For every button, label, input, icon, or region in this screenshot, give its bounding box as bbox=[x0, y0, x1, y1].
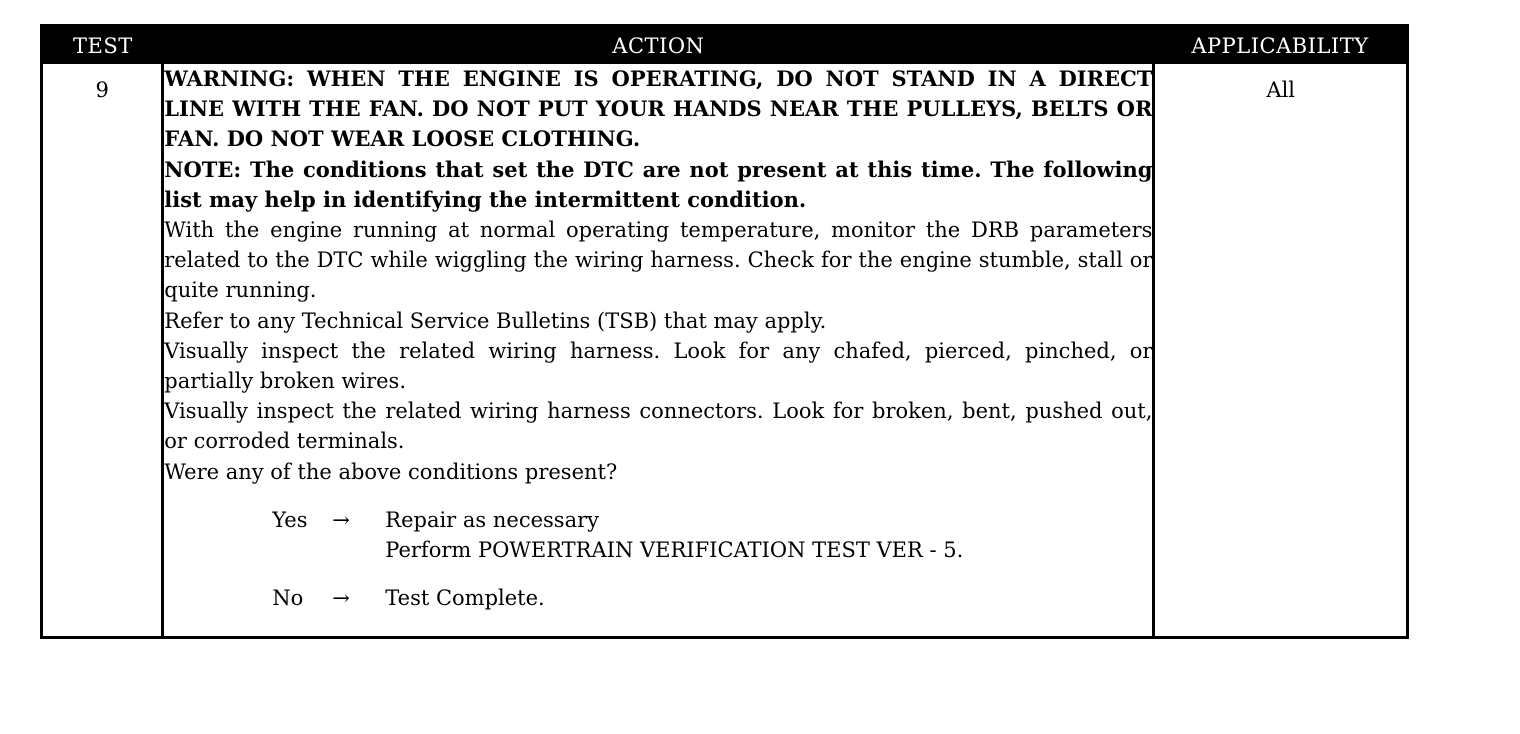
question-text: Were any of the above conditions present? bbox=[164, 459, 618, 484]
test-cell bbox=[42, 64, 163, 638]
outcome-yes-label: Yes bbox=[272, 507, 308, 532]
applicability-value: All bbox=[1266, 78, 1296, 102]
instruction-monitor: With the engine running at normal operating temperature, monitor the DRB parameters related to the DTC while wiggling the wiring harness. Check for the engine stumble, stall or quite running. bbox=[164, 218, 1153, 303]
instruction-inspect-connectors: Visually inspect the related wiring harness connectors. Look for broken, bent, pushed out, or corroded terminals. bbox=[164, 399, 1153, 454]
outcome-no-label: No bbox=[272, 586, 304, 611]
outcome-yes bbox=[272, 505, 1152, 565]
note-text: NOTE: The conditions that set the DTC are not present at this time. The following list may help in identifying the intermittent condition. bbox=[164, 156, 1153, 212]
outcomes bbox=[164, 505, 1152, 614]
outcome-no-text bbox=[385, 583, 544, 613]
outcome-no bbox=[272, 583, 1152, 613]
warning-text: WARNING: WHEN THE ENGINE IS OPERATING, DO NOT STAND IN A DIRECT LINE WITH THE FAN. DO NOT PUT YOUR HANDS NEAR THE PULLEYS, BELTS OR FAN. DO NOT WEAR LOOSE CLOTHING. bbox=[164, 66, 1153, 152]
outcome-yes-line-repair: Repair as necessary bbox=[385, 507, 599, 532]
test-number: 9 bbox=[95, 78, 109, 102]
arrow-right-icon: → bbox=[332, 586, 350, 611]
instruction-inspect-harness: Visually inspect the related wiring harness. Look for any chafed, pierced, pinched, or partially broken wires. bbox=[164, 338, 1153, 394]
action-cell bbox=[163, 64, 1154, 638]
diagnostic-test-table bbox=[40, 24, 1409, 639]
applicability-cell bbox=[1154, 64, 1408, 638]
header-action: ACTION bbox=[163, 26, 1154, 65]
table-header-row bbox=[42, 26, 1408, 65]
outcome-yes-line-verify: Perform POWERTRAIN VERIFICATION TEST VER - 5. bbox=[385, 538, 964, 563]
instruction-tsb: Refer to any Technical Service Bulletins (TSB) that may apply. bbox=[164, 308, 827, 333]
header-applicability: APPLICABILITY bbox=[1154, 26, 1408, 65]
table-row bbox=[42, 64, 1408, 638]
outcome-yes-text bbox=[385, 505, 963, 565]
header-test: TEST bbox=[42, 26, 163, 65]
outcome-no-line-complete: Test Complete. bbox=[385, 586, 545, 611]
arrow-right-icon: → bbox=[332, 507, 350, 532]
